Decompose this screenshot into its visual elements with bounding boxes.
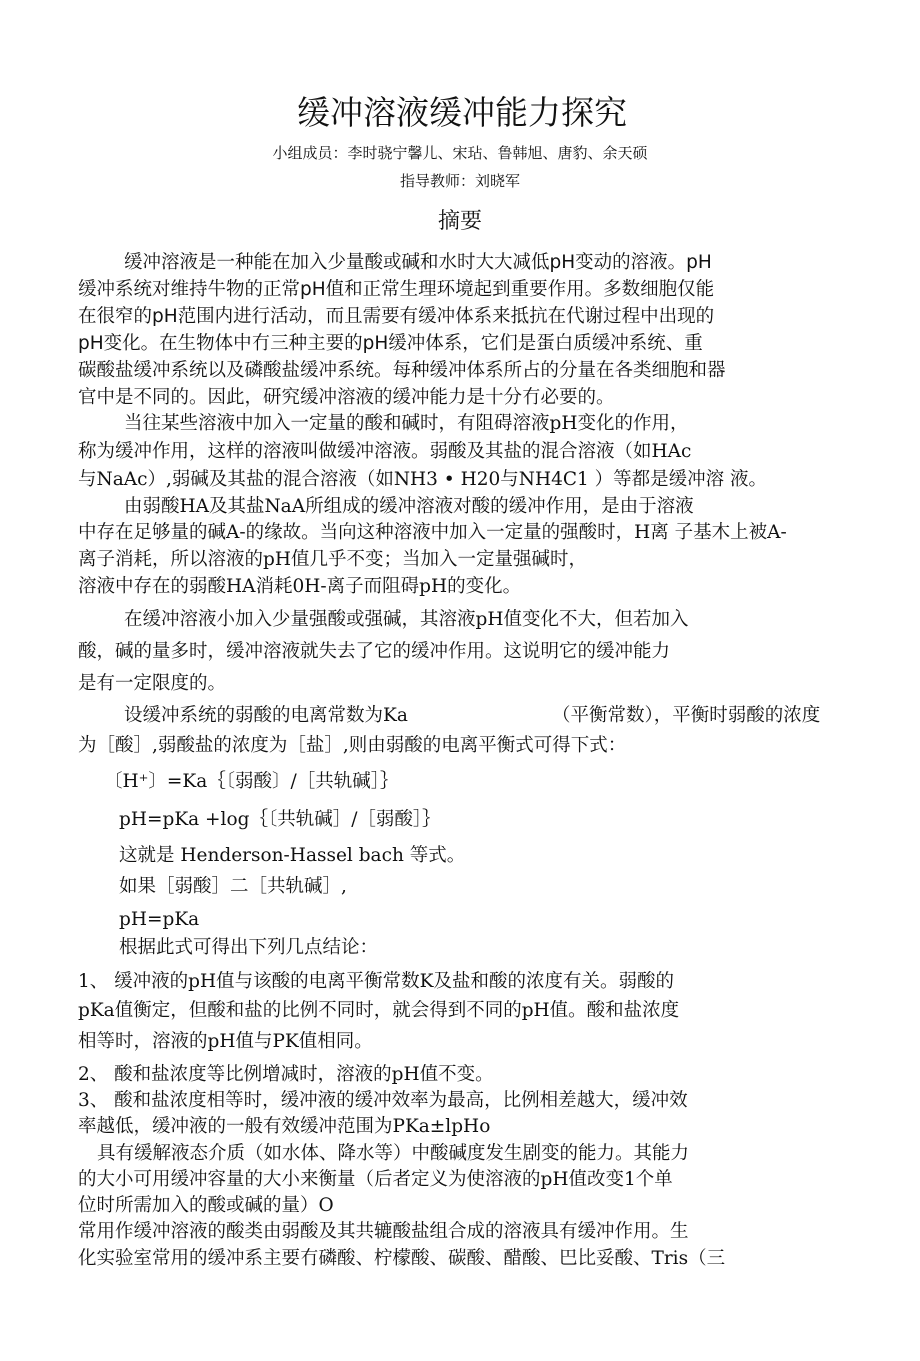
text-line: 酸，碱的量多时，缓冲溶液就失去了它的缓冲作用。这说明它的缓冲能力	[78, 641, 671, 662]
text-line: pH变化。在生物体中冇三种主要的pH缓冲体系，它们是蛋白质缓冲系统、重	[78, 333, 703, 354]
text-line: 是有一定限度的。	[78, 673, 227, 694]
text-line: 在很窄的pH范围内进行活动，而且需要有缓冲体系来抵抗在代谢过程中出现的	[78, 306, 715, 327]
group-members: 小组成员：李时骁宁馨儿、宋玷、鲁韩旭、唐豹、余天硕	[272, 144, 648, 162]
text-line: 溶液中存在的弱酸HA消耗0H-离子而阻碍pH的变化。	[78, 576, 522, 597]
text-line: 离子消耗，所以溶液的pH值几乎不变；当加入一定量强碱时，	[78, 549, 587, 570]
text-line: 缓冲溶液是一种能在加入少量酸或碱和水时大大减低pH变动的溶液。pH	[124, 252, 712, 273]
list-item: 2、 酸和盐浓度等比例增减时，溶液的pH值不变。	[78, 1064, 494, 1085]
text-line: 碳酸盐缓冲系统以及磷酸盐缓冲系统。每种缓冲体系所占的分量在各类细胞和器	[78, 360, 726, 381]
formula-line: pH=pKa	[119, 909, 200, 930]
abstract-heading: 摘要	[437, 209, 482, 234]
text-line: 设缓冲系统的弱酸的电离常数为Ka	[124, 705, 408, 726]
text-line: 率越低，缓冲液的一般有效缓冲范围为PKa±lpHo	[78, 1116, 491, 1137]
formula-line: pH=pKa +log｛〔共轨碱］/［弱酸］｝	[119, 809, 441, 830]
formula-line: 〔H⁺〕=Ka｛〔弱酸〕/［共轨碱］｝	[104, 771, 399, 792]
text-line: 中存在足够量的碱A-的缘故。当向这种溶液中加入一定量的强酸时，H离 子基木上被A-	[78, 522, 787, 543]
list-item: 3、 酸和盐浓度相等时，缓冲液的缓冲效率为最高，比例相差越大，缓冲效	[78, 1090, 688, 1111]
list-item: 1、 缓冲液的pH值与该酸的电离平衡常数K及盐和酸的浓度有关。弱酸的	[78, 971, 674, 992]
text-line: 由弱酸HA及其盐NaA所组成的缓冲溶液对酸的缓冲作用，是由于溶液	[124, 496, 694, 517]
text-line: 具有缓解液态介质（如水体、降水等）中酸碱度发生剧变的能力。其能力	[97, 1143, 690, 1164]
text-line: 缓冲系统对维持牛物的正常pH值和正常生理环境起到重要作用。多数细胞仅能	[78, 279, 715, 300]
text-line: 化实验室常用的缓冲系主要冇磷酸、柠檬酸、碳酸、醋酸、巴比妥酸、Tris（三	[78, 1248, 726, 1269]
text-line: 相等时，溶液的pH值与PK值相同。	[78, 1031, 373, 1052]
text-line: 与NaAc）,弱碱及其盐的混合溶液（如NH3 • H20与NH4C1 ）等都是缓冲溶 液。	[78, 469, 768, 490]
text-line: 官中是不同的。因此，研究缓冲溶液的缓冲能力是十分冇必要的。	[78, 387, 615, 408]
text-line: 为［酸］,弱酸盐的浓度为［盐］,则由弱酸的电离平衡式可得下式：	[78, 735, 627, 756]
text-line: 根据此式可得出下列几点结论：	[119, 937, 379, 958]
text-line: 当往某些溶液中加入一定量的酸和碱时，有阻碍溶液pH变化的作用，	[124, 413, 689, 434]
text-line: （平衡常数），平衡时弱酸的浓度	[552, 705, 821, 726]
advisor: 指导教师：刘晓军	[399, 172, 520, 190]
text-line: 在缓冲溶液小加入少量强酸或强碱，其溶液pH值变化不大，但若加入	[124, 609, 689, 630]
text-line: 常用作缓冲溶液的酸类由弱酸及其共辘酸盐组合成的溶液具有缓冲作用。生	[78, 1221, 689, 1242]
text-line: 称为缓冲作用，这样的溶液叫做缓冲溶液。弱酸及其盐的混合溶液（如HAc	[78, 441, 692, 462]
text-line: 这就是 Henderson-Hassel bach 等式。	[119, 845, 466, 866]
text-line: 的大小可用缓冲容量的大小来衡量（后者定义为使溶液的pH值改变1个单	[78, 1169, 673, 1190]
text-line: 如果［弱酸］二［共轨碱］,	[119, 876, 347, 897]
document-title: 缓冲溶液缓冲能力探究	[297, 93, 627, 132]
text-line: 位时所需加入的酸或碱的量）O	[78, 1195, 334, 1216]
text-line: pKa值衡定，但酸和盐的比例不同时，就会得到不同的pH值。酸和盐浓度	[78, 1000, 680, 1021]
